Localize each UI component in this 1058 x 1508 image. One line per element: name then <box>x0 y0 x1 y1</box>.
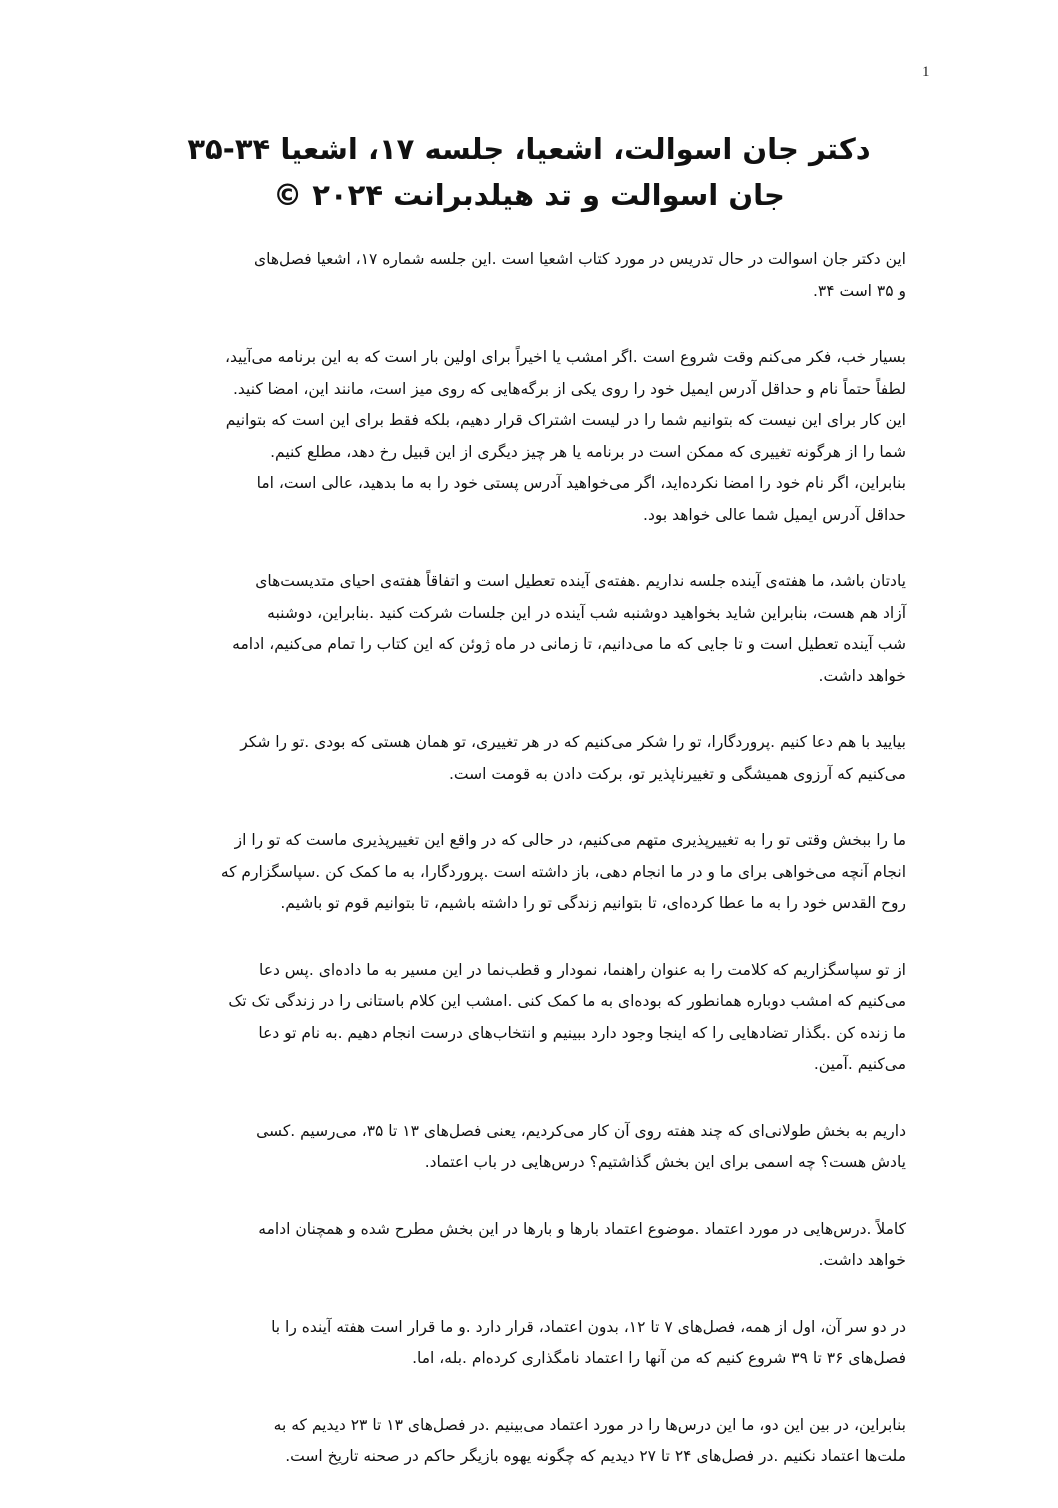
paragraph <box>124 1312 906 1375</box>
text-line: می‌کنیم که امشب دوباره همانطور که بوده‌ای به ما کمک کنی .امشب این کلام باستانی را در زندگی تک تک <box>228 992 906 1010</box>
paragraph <box>124 1410 906 1473</box>
text-line: داریم به بخش طولانی‌ای که چند هفته روی آن کار می‌کردیم، یعنی فصل‌های ۱۳ تا ۳۵، می‌رسیم .کسی <box>256 1121 906 1140</box>
paragraph <box>124 955 906 1081</box>
text-line: انجام آنچه می‌خواهی برای ما و در ما انجام دهی، باز داشته است .پروردگارا، به ما کمک کن .سپاسگزارم که <box>220 862 906 881</box>
text-line: .حداقل آدرس ایمیل شما عالی خواهد بود <box>643 505 906 524</box>
text-line: این کار برای این نیست که بتوانیم شما را در لیست اشتراک قرار دهیم، بلکه فقط برای این است که بتوانیم <box>225 411 906 429</box>
text-line: شب آینده تعطیل است و تا جایی که ما می‌دانیم، تا زمانی در ماه ژوئن که این کتاب را تمام می‌کنیم، ادامه <box>232 635 906 653</box>
paragraph <box>124 566 906 692</box>
text-line: بیایید با هم دعا کنیم .پروردگارا، تو را شکر می‌کنیم که در هر تغییری، تو همان هستی که بودی .تو را شکر <box>240 733 906 751</box>
text-line: .فصل‌های ۳۶ تا ۳۹ شروع کنیم که من آنها را اعتماد نامگذاری کرده‌ام .بله، اما <box>412 1349 906 1367</box>
paragraph <box>124 244 906 307</box>
text-line: ما زنده کن .بگذار تضادهایی را که اینجا وجود دارد ببینیم و انتخاب‌های درست انجام دهیم .به نام تو دعا <box>258 1023 906 1042</box>
page-number: 1 <box>922 64 930 80</box>
text-line: .می‌کنیم که آرزوی همیشگی و تغییرناپذیر تو، برکت دادن به قومت است <box>448 764 906 783</box>
text-line: .و ۳۵ است ۳۴ <box>812 281 906 300</box>
paragraph <box>124 825 906 920</box>
text-line: از تو سپاسگزاریم که کلامت را به عنوان راهنما، نمودار و قطب‌نما در این مسیر به ما داده‌ای .پس دعا <box>258 960 906 979</box>
text-line: .می‌کنیم .آمین <box>813 1055 906 1073</box>
text-line: آزاد هم هست، بنابراین شاید بخواهید دوشنبه شب آینده در این جلسات شرکت کنید .بنابراین، دوشنبه <box>267 603 906 622</box>
text-line: بنابراین، در بین این دو، ما این درس‌ها را در مورد اعتماد می‌بینیم .در فصل‌های ۱۳ تا ۲۳ دیدیم که به <box>273 1415 906 1434</box>
document-body <box>124 244 906 1508</box>
text-line: کاملاً .درس‌هایی در مورد اعتماد .موضوع اعتماد بارها و بارها در این بخش مطرح شده و همچنان ادامه <box>258 1219 906 1238</box>
paragraph <box>124 1116 906 1179</box>
text-line: یادتان باشد، ما هفته‌ی آینده جلسه نداریم .هفته‌ی آینده تعطیل است و اتفاقاً هفته‌ی احیای متدیست‌های <box>255 572 906 590</box>
text-line: .لطفاً حتماً نام و حداقل آدرس ایمیل خود را روی یکی از برگه‌هایی که روی میز است، مانند این، امضا کنید <box>232 379 906 398</box>
text-line: .ملت‌ها اعتماد نکنیم .در فصل‌های ۲۴ تا ۲۷ دیدیم که چگونه یهوه بازیگر حاکم در صحنه تاریخ است <box>285 1447 906 1465</box>
document-title <box>120 126 938 218</box>
text-line: بنابراین، اگر نام خود را امضا نکرده‌اید، اگر می‌خواهید آدرس پستی خود را به ما بدهید، عالی است، اما <box>256 474 906 492</box>
text-line: در دو سر آن، اول از همه، فصل‌های ۷ تا ۱۲، بدون اعتماد، قرار دارد .و ما قرار است هفته آینده را با <box>271 1317 906 1336</box>
text-line: ما را ببخش وقتی تو را به تغییرپذیری متهم می‌کنیم، در حالی که در واقع این تغییرپذیری ماست که تو را از <box>234 831 906 849</box>
title-line-1: دکتر جان اسوالت، اشعیا، جلسه ۱۷، اشعیا ۳۴-۳۵ <box>187 132 871 166</box>
text-line: .خواهد داشت <box>818 1251 906 1269</box>
text-line: این دکتر جان اسوالت در حال تدریس در مورد کتاب اشعیا است .این جلسه شماره ۱۷، اشعیا فصل‌های <box>254 250 906 268</box>
paragraph <box>124 342 906 531</box>
text-line: ،بسیار خب، فکر می‌کنم وقت شروع است .اگر امشب یا اخیراً برای اولین بار است که به این برنامه می‌آیید <box>225 348 906 366</box>
text-line: .شما را از هرگونه تغییری که ممکن است در برنامه یا هر چیز دیگری از این قبیل رخ دهد، مطلع کنیم <box>270 442 906 461</box>
paragraph <box>124 1214 906 1277</box>
text-line: .روح القدس خود را به ما عطا کرده‌ای، تا بتوانیم زندگی تو را داشته باشیم، تا بتوانیم قوم تو باشیم <box>280 894 906 912</box>
title-line-2: جان اسوالت و تد هیلدبرانت ۲۰۲۴ © <box>273 178 785 212</box>
paragraph <box>124 727 906 790</box>
text-line: .خواهد داشت <box>818 666 906 685</box>
text-line: .یادش هست؟ چه اسمی برای این بخش گذاشتیم؟ درس‌هایی در باب اعتماد <box>424 1153 906 1171</box>
